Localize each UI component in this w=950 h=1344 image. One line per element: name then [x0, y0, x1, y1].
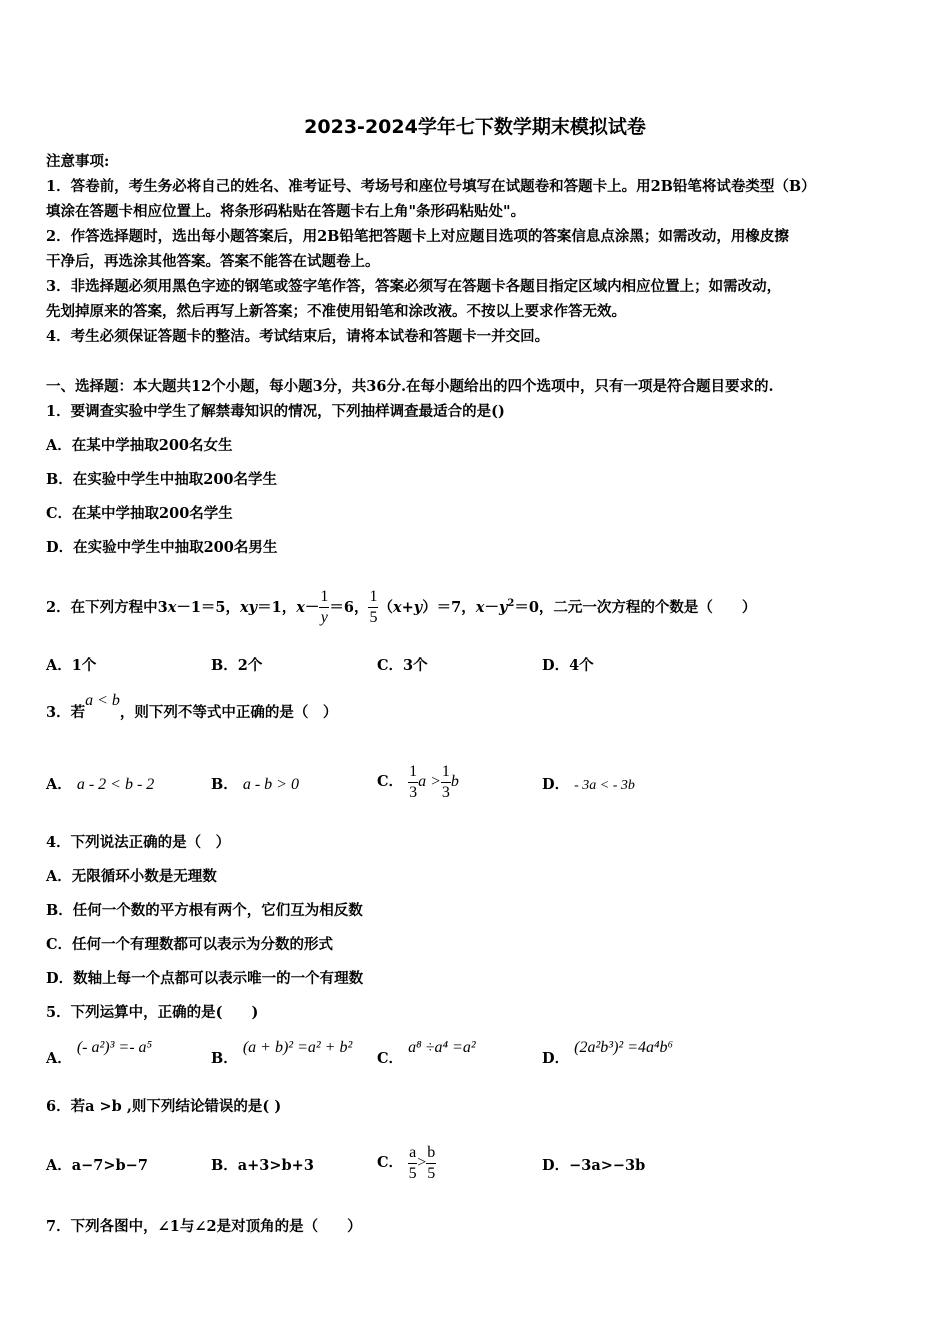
notice-line: 1．答卷前，考生务必将自己的姓名、准考证号、考场号和座位号填写在试题卷和答题卡上。用2B铅笔将试卷类型（B） — [46, 178, 816, 195]
q2-option-d: D．4个 — [542, 657, 594, 674]
q3-option-c: C． $\frac{1}{3}$ a > $\frac{1}{3}$ b — [377, 762, 459, 801]
q3-stem: 3．若a < b，则下列不等式中正确的是（ ） — [46, 692, 338, 721]
page-title: 2023-2024学年七下数学期末模拟试卷 — [304, 116, 646, 138]
q4-option-b: B．任何一个数的平方根有两个，它们互为相反数 — [46, 902, 363, 919]
q5-option-b: B． (a + b)² =a² + b² — [211, 1039, 353, 1067]
q7-stem: 7．下列各图中，∠1与∠2是对顶角的是（ ） — [46, 1218, 362, 1235]
q2-stem: 2．在下列方程中3x－1＝5，xy＝1，x－ $\frac{1}{y}$ ＝6， $\frac{1}{5}$ （x+y）＝7，$x-y^2=0$，二元一次方程的个数是（ ） — [46, 588, 757, 627]
q1-option-d: D．在实验中学生中抽取200名男生 — [46, 539, 278, 556]
q1-stem: 1．要调查实验中学生了解禁毒知识的情况，下列抽样调查最适合的是() — [46, 403, 505, 420]
q2-option-c: C．3个 — [377, 657, 428, 674]
q4-option-d: D．数轴上每一个点都可以表示唯一的一个有理数 — [46, 970, 364, 987]
q3-option-a: A． a - 2 < b - 2 — [46, 776, 155, 793]
q2-option-b: B．2个 — [211, 657, 263, 674]
q1-option-a: A．在某中学抽取200名女生 — [46, 437, 233, 454]
q2-fraction-1-over-5: $\frac{1}{5}$ — [369, 588, 378, 627]
q3-option-b: B． a - b > 0 — [211, 776, 299, 793]
notice-line: 2．作答选择题时，选出每小题答案后，用2B铅笔把答题卡上对应题目选项的答案信息点涂黑；如需改动，用橡皮擦 — [46, 228, 789, 245]
q6-option-b: B．a+3>b+3 — [211, 1157, 314, 1174]
q5-stem: 5．下列运算中，正确的是( ) — [46, 1004, 259, 1021]
q4-stem: 4．下列说法正确的是（ ） — [46, 834, 231, 851]
notice-line: 干净后，再选涂其他答案。答案不能答在试题卷上。 — [46, 253, 380, 270]
q5-option-c: C． a⁸ ÷a⁴ =a² — [377, 1039, 476, 1067]
q4-option-a: A．无限循环小数是无理数 — [46, 868, 217, 885]
notice-heading: 注意事项: — [46, 153, 110, 170]
q6-stem: 6．若a >b ,则下列结论错误的是( ) — [46, 1098, 282, 1115]
q5-option-d: D． (2a²b³)² =4a⁴b⁶ — [542, 1039, 674, 1067]
notice-line: 填涂在答题卡相应位置上。将条形码粘贴在答题卡右上角"条形码粘贴处"。 — [46, 203, 526, 220]
section-heading: 一、选择题：本大题共12个小题，每小题3分，共36分.在每小题给出的四个选项中，只有一项是符合题目要求的. — [46, 378, 774, 395]
q2-option-a: A．1个 — [46, 657, 97, 674]
q1-option-b: B．在实验中学生中抽取200名学生 — [46, 471, 278, 488]
q6-option-d: D．−3a>−3b — [542, 1157, 646, 1174]
notice-line: 3．非选择题必须用黑色字迹的钢笔或签字笔作答，答案必须写在答题卡各题目指定区域内相应位置上；如需改动， — [46, 278, 782, 295]
q3-option-d: D． - 3a < - 3b — [542, 776, 635, 793]
q1-option-c: C．在某中学抽取200名学生 — [46, 505, 233, 522]
q4-option-c: C．任何一个有理数都可以表示为分数的形式 — [46, 936, 334, 953]
q6-option-a: A．a−7>b−7 — [46, 1157, 148, 1174]
q2-fraction-1-over-y: $\frac{1}{y}$ — [320, 588, 329, 627]
q6-option-c: C． $\frac{a}{5}$ > $\frac{b}{5}$ — [377, 1143, 436, 1182]
notice-line: 4．考生必须保证答题卡的整洁。考试结束后，请将本试卷和答题卡一并交回。 — [46, 328, 550, 345]
q5-option-a: A． (- a²)³ =- a⁵ — [46, 1039, 153, 1067]
notice-line: 先划掉原来的答案，然后再写上新答案；不准使用铅笔和涂改液。不按以上要求作答无效。 — [46, 303, 626, 320]
